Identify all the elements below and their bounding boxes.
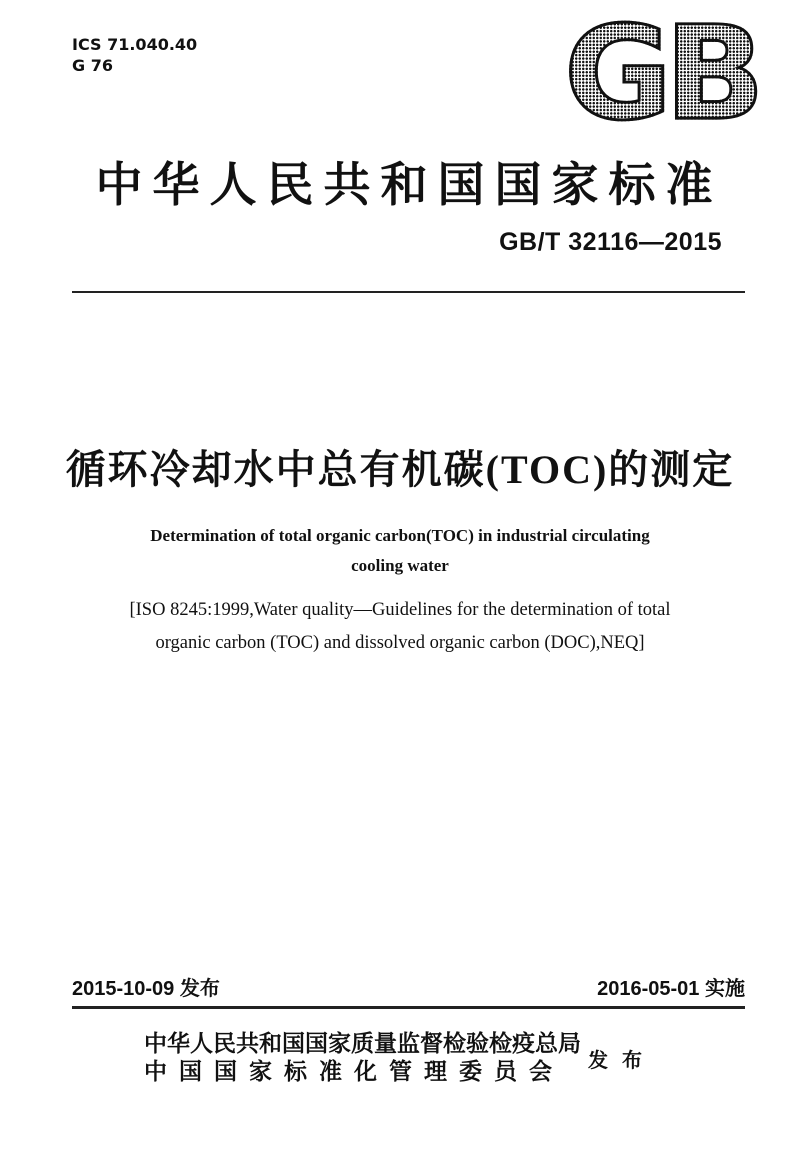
dates-row [72, 972, 745, 1001]
ics-code: ICS 71.040.40 [72, 35, 198, 54]
classification-codes [72, 34, 197, 76]
top-divider-line [72, 291, 745, 293]
publisher-names [144, 1030, 581, 1086]
publisher-name-1: 中华人民共和国国家质量监督检验检疫总局 [144, 1031, 581, 1056]
standard-number: GB/T 32116—2015 [499, 228, 722, 256]
class-code: G 76 [72, 56, 113, 75]
standard-name-heading: 中华人民共和国国家标准 [95, 160, 723, 212]
iso-reference-line-2: organic carbon (TOC) and dissolved organic carbon (DOC),NEQ] [155, 633, 645, 653]
document-title-english [60, 521, 740, 581]
bottom-divider-line [72, 1006, 745, 1009]
publisher-block [0, 1030, 800, 1086]
title-english-line-2: cooling water [351, 556, 449, 575]
publisher-name-2: 中国国家标准化管理委员会 [144, 1059, 564, 1084]
implement-date: 2016-05-01 实施 [597, 978, 745, 1000]
gb-logo: GB [564, 0, 757, 150]
iso-reference-line-1: [ISO 8245:1999,Water quality—Guidelines for the determination of total [129, 600, 671, 620]
issue-date: 2015-10-09 发布 [72, 978, 220, 1000]
title-english-line-1: Determination of total organic carbon(TOC) in industrial circulating [150, 526, 650, 545]
iso-reference [60, 594, 740, 660]
document-title-chinese: 循环冷却水中总有机碳(TOC)的测定 [65, 447, 735, 492]
publish-label: 发布 [588, 1049, 656, 1072]
